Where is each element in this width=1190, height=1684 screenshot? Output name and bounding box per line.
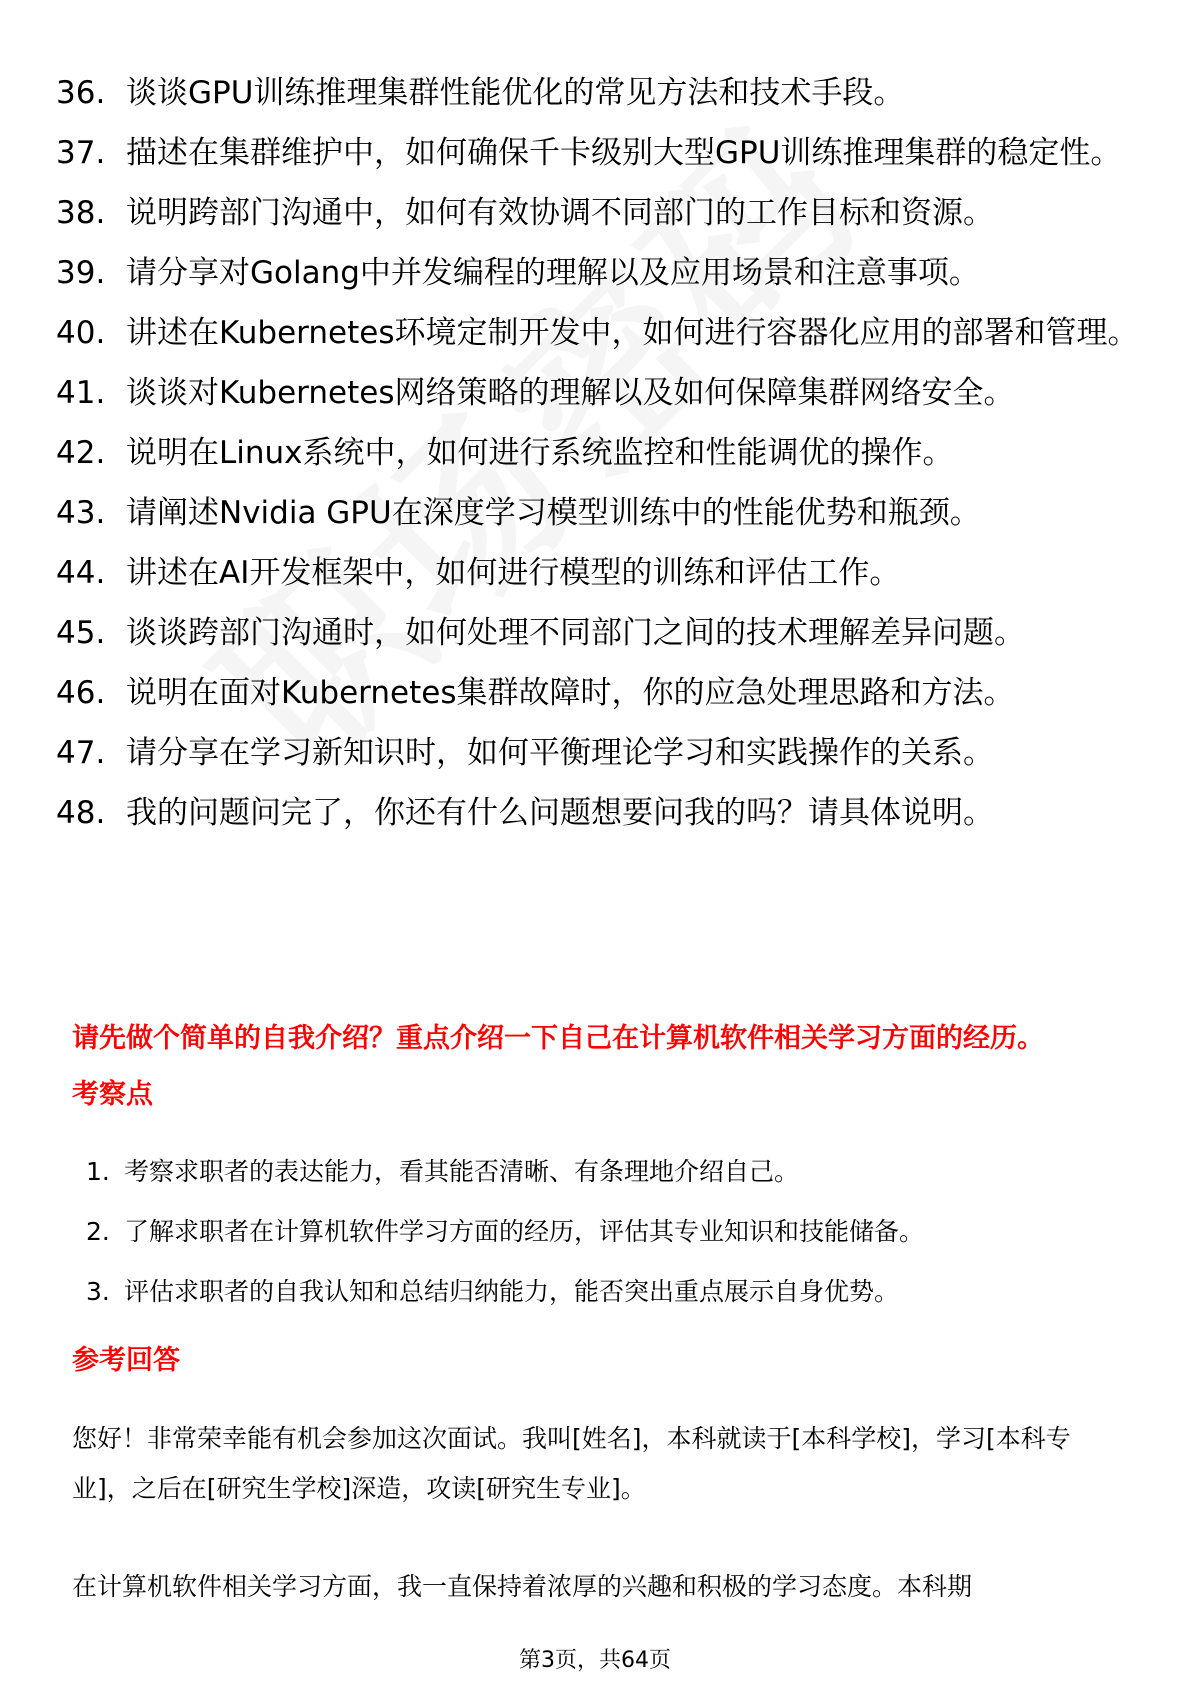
item-number: 45. xyxy=(56,615,106,651)
item-text: 谈谈跨部门沟通时，如何处理不同部门之间的技术理解差异问题。 xyxy=(126,615,1025,651)
item-number: 37. xyxy=(56,135,106,171)
list-item xyxy=(56,72,1146,115)
item-text: 讲述在AI开发框架中，如何进行模型的训练和评估工作。 xyxy=(126,555,901,591)
exam-points-title: 考察点 xyxy=(72,1079,153,1110)
item-number: 3. xyxy=(86,1277,110,1306)
item-text: 说明在面对Kubernetes集群故障时，你的应急处理思路和方法。 xyxy=(126,675,1015,711)
item-text: 谈谈对Kubernetes网络策略的理解以及如何保障集群网络安全。 xyxy=(126,375,1015,411)
reference-answer-title: 参考回答 xyxy=(72,1345,180,1376)
list-item xyxy=(56,672,1146,715)
list-item xyxy=(56,612,1146,655)
item-number: 46. xyxy=(56,675,106,711)
answer-paragraph: 您好！非常荣幸能有机会参加这次面试。我叫[姓名]，本科就读于[本科学校]，学习[本科专业]，之后在[研究生学校]深造，攻读[研究生专业]。 xyxy=(72,1424,1071,1503)
item-number: 38. xyxy=(56,195,106,231)
item-number: 42. xyxy=(56,435,106,471)
question-heading: 请先做个简单的自我介绍？重点介绍一下自己在计算机软件相关学习方面的经历。 xyxy=(72,1023,1044,1054)
list-item xyxy=(56,552,1146,595)
list-item xyxy=(56,372,1146,415)
item-text: 讲述在Kubernetes环境定制开发中，如何进行容器化应用的部署和管理。 xyxy=(126,315,1139,351)
page-footer: 第3页，共64页 xyxy=(519,1648,671,1673)
list-item xyxy=(56,492,1146,535)
item-number: 40. xyxy=(56,315,106,351)
list-item xyxy=(72,1214,1142,1250)
item-text: 了解求职者在计算机软件学习方面的经历，评估其专业知识和技能储备。 xyxy=(124,1217,925,1246)
list-item xyxy=(56,792,1146,835)
item-number: 47. xyxy=(56,735,106,771)
item-text: 说明跨部门沟通中，如何有效协调不同部门的工作目标和资源。 xyxy=(126,195,994,231)
item-text: 考察求职者的表达能力，看其能否清晰、有条理地介绍自己。 xyxy=(124,1157,800,1186)
item-number: 2. xyxy=(86,1217,110,1246)
list-item xyxy=(56,252,1146,295)
item-number: 44. xyxy=(56,555,106,591)
item-text: 谈谈GPU训练推理集群性能优化的常见方法和技术手段。 xyxy=(126,75,905,111)
item-number: 1. xyxy=(86,1157,110,1186)
item-text: 请阐述Nvidia GPU在深度学习模型训练中的性能优势和瓶颈。 xyxy=(126,495,981,531)
item-number: 36. xyxy=(56,75,106,111)
item-text: 我的问题问完了，你还有什么问题想要问我的吗？请具体说明。 xyxy=(126,795,994,831)
item-number: 39. xyxy=(56,255,106,291)
item-number: 41. xyxy=(56,375,106,411)
list-item xyxy=(56,132,1146,175)
item-text: 评估求职者的自我认知和总结归纳能力，能否突出重点展示自身优势。 xyxy=(124,1277,900,1306)
item-number: 43. xyxy=(56,495,106,531)
list-item xyxy=(56,192,1146,235)
list-item xyxy=(72,1274,1142,1310)
item-number: 48. xyxy=(56,795,106,831)
answer-paragraph: 在计算机软件相关学习方面，我一直保持着浓厚的兴趣和积极的学习态度。本科期 xyxy=(72,1572,973,1601)
question-list xyxy=(56,72,1146,852)
item-text: 请分享对Golang中并发编程的理解以及应用场景和注意事项。 xyxy=(126,255,980,291)
item-text: 说明在Linux系统中，如何进行系统监控和性能调优的操作。 xyxy=(126,435,954,471)
list-item xyxy=(56,732,1146,775)
item-text: 请分享在学习新知识时，如何平衡理论学习和实践操作的关系。 xyxy=(126,735,994,771)
exam-points-list xyxy=(72,1154,1142,1334)
list-item xyxy=(56,312,1146,355)
list-item xyxy=(72,1154,1142,1190)
list-item xyxy=(56,432,1146,475)
item-text: 描述在集群维护中，如何确保千卡级别大型GPU训练推理集群的稳定性。 xyxy=(126,135,1122,171)
